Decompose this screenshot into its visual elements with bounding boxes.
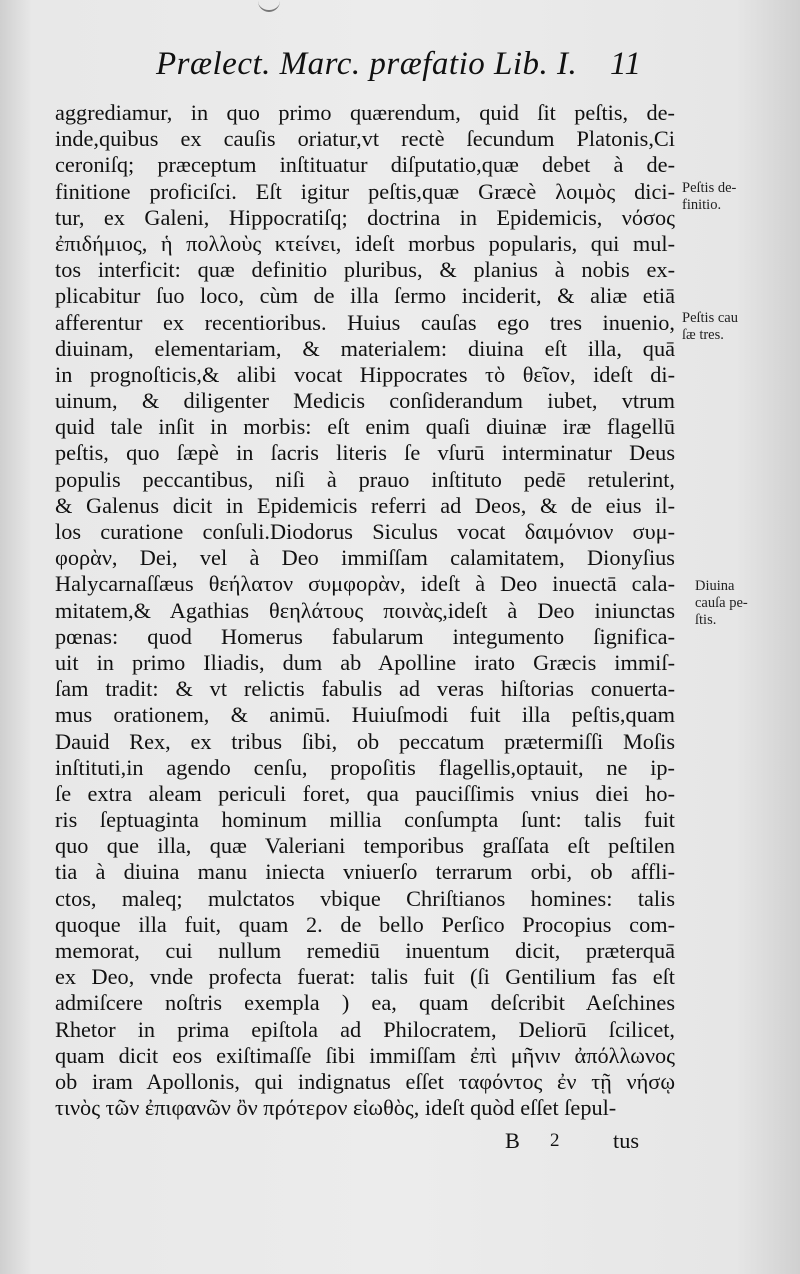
margin-note-pestis-definitio [682,180,792,214]
text-line: diuinam, elementariam, & materialem: diuina eſt illa, quā [55,335,675,361]
text-line: quoque illa fuit, quam 2. de bello Perſico Procopius com- [55,911,675,937]
signature-mark: B [505,1128,520,1153]
body-text [55,100,675,1121]
text-line: ctos, maleq; mulctatos vbique Chriſtianos homines: talis [55,885,675,911]
text-line: ris ſeptuaginta hominum millia conſumpta ſunt: talis fuit [55,807,675,833]
running-title: Prælect. Marc. præfatio Lib. I. [156,46,578,82]
text-line: uit in primo Iliadis, dum ab Apolline irato Græcis immiſ- [55,649,675,675]
text-line: quid tale inſit in morbis: eſt enim quaſi diuinæ iræ flagellū [55,414,675,440]
text-line: aggrediamur, in quo primo quærendum, quid ſit peſtis, de- [55,100,675,125]
text-line: los curatione conſuli.Diodorus Siculus vocat δαιμόνιον συμ- [55,519,675,544]
text-line: Halycarnaſſæus θεήλατον συμφορὰν, ideſt à Deo inuectā cala- [55,571,675,597]
margin-note-line: ſæ tres. [682,327,724,343]
text-line: mitatem,& Agathias θεηλάτους ποινὰς,ideſt à Deo iniunctas [55,597,675,623]
margin-note-line: finitio. [682,197,722,213]
margin-note-diuina-causa [695,578,800,629]
text-line: ceroniſq; præceptum inſtituatur diſputatio,quæ debet à de- [55,152,675,178]
margin-note-pestis-causae [682,310,792,344]
catchword: tus [613,1128,640,1153]
text-line: ſe extra aleam periculi foret, qua pauciſſimis vnius diei ho- [55,780,675,806]
text-line: admiſcere noſtris exempla ) ea, quam deſcribit Aeſchines [55,990,675,1016]
text-line: inſtituti,in agendo cenſu, propoſitis flagellis,optauit, ne ip- [55,754,675,780]
text-line: ob iram Apollonis, qui indignatus eſſet ταφόντος ἐν τῇ νήσῳ [55,1068,675,1094]
signature-number: 2 [550,1130,560,1151]
page-number: 11 [610,46,642,82]
text-line: peſtis, quo ſæpè in ſacris literis ſe vſurū interminatur Deus [55,440,675,466]
text-line: ex Deo, vnde profecta fuerat: talis fuit (ſi Gentilium fas eſt [55,964,675,990]
margin-note-line: ſtis. [695,612,717,628]
text-line: τινὸς τῶν ἐπιφανῶν ὂν πρότερον εἰωθὸς, ideſt quòd eſſet ſepul- [55,1095,617,1121]
text-line: finitione proficiſci. Eſt igitur peſtis,quæ Græcè λοιμὸς dici- [55,178,675,204]
text-line: tos interficit: quæ definitio pluribus, & planius à nobis ex- [55,257,675,283]
running-header [148,46,668,90]
text-line: mus orationem, & animū. Huiuſmodi fuit illa peſtis,quam [55,702,675,728]
margin-note-line: cauſa pe- [695,595,748,611]
text-line: inde,quibus ex cauſis oriatur,vt rectè ſecundum Platonis,Ci [55,126,675,152]
text-line: quam dicit eos exiſtimaſſe ſibi immiſſam ἐπὶ μῆνιν ἀπόλλωνος [55,1042,675,1068]
text-line: & Galenus dicit in Epidemicis referri ad Deos, & de eius il- [55,492,675,518]
text-line: ἐπιδήμιος, ἡ πολλοὺς κτείνει, ideſt morbus popularis, qui mul- [55,230,675,256]
text-line: φορὰν, Dei, vel à Deo immiſſam calamitatem, Dionyſius [55,545,675,571]
margin-note-line: Diuina [695,578,735,594]
text-line: populis peccantibus, niſi à prauo inſtituto pedē retulerint, [55,466,675,492]
text-line: afferentur ex recentioribus. Huius cauſas ego tres inuenio, [55,309,675,335]
page-edge-mark [258,0,280,12]
margin-note-line: Peſtis de- [682,180,737,196]
text-line: plicabitur ſuo loco, cùm de illa ſermo inciderit, & aliæ etiā [55,283,675,309]
text-line: uinum, & diligenter Medicis conſiderandum iubet, vtrum [55,388,675,414]
text-line: Rhetor in prima epiſtola ad Philocratem, Deliorū ſcilicet, [55,1016,675,1042]
text-line: tur, ex Galeni, Hippocratiſq; doctrina in Epidemicis, νόσος [55,204,675,230]
text-line: tia à diuina manu iniecta vniuerſo terrarum orbi, ob affli- [55,859,675,885]
signature-line [505,1128,665,1158]
text-line: memorat, cui nullum remediū inuentum dicit, præterquā [55,938,675,963]
margin-note-line: Peſtis cau [682,310,738,326]
text-line: Dauid Rex, ex tribus ſibi, ob peccatum prætermiſſi Moſis [55,728,675,754]
text-line: in prognoſticis,& alibi vocat Hippocrates τὸ θεῖον, ideſt di- [55,361,675,387]
text-line: quo que illa, quæ Valeriani temporibus graſſata eſt peſtilen [55,833,675,859]
text-line: ſam tradit: & vt relictis fabulis ad veras hiſtorias conuerta- [55,676,675,702]
text-line: pœnas: quod Homerus fabularum integumento ſignifica- [55,623,675,649]
